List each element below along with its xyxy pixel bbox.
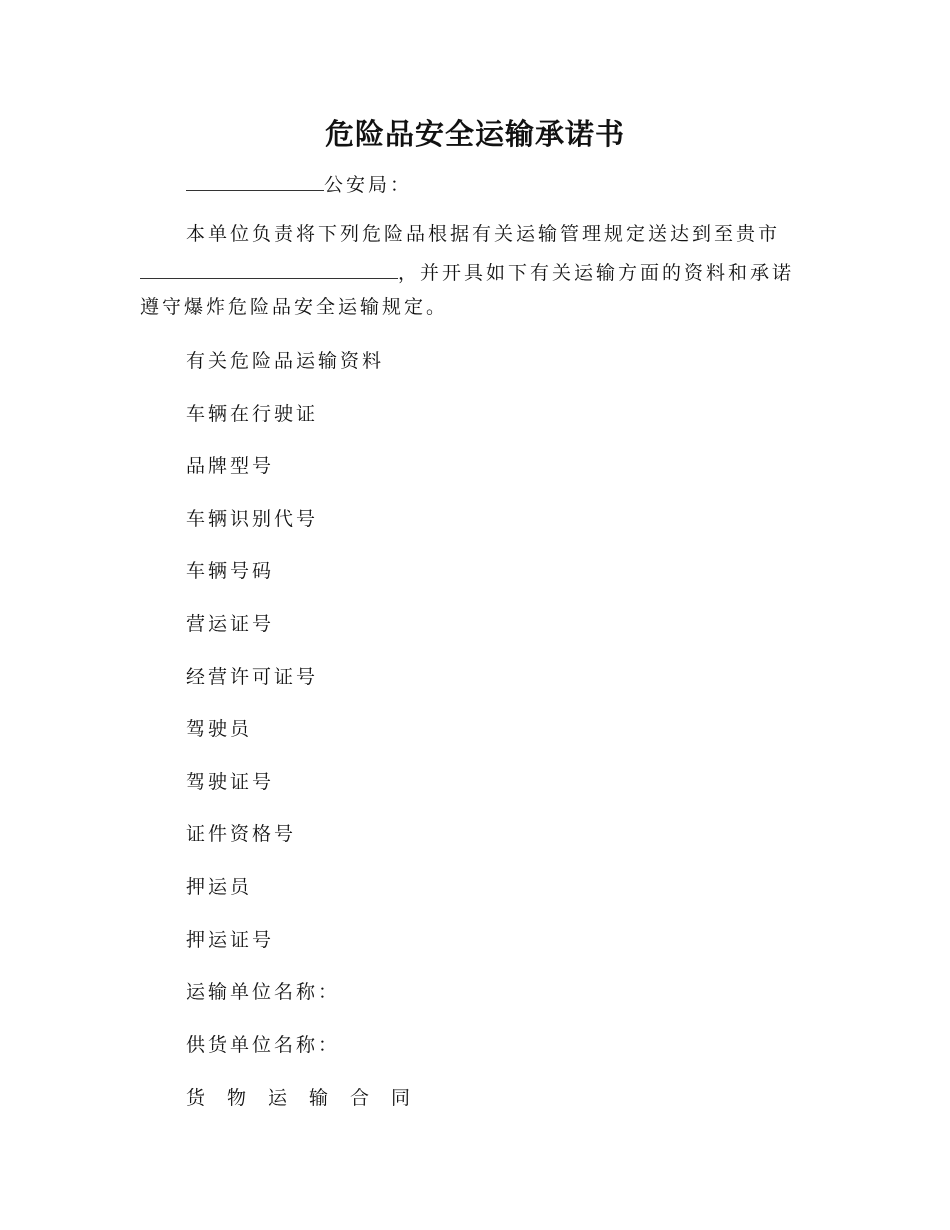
document-title: 危险品安全运输承诺书 (324, 117, 625, 151)
list-item: 供货单位名称： (186, 1034, 341, 1056)
list-item: 车辆识别代号 (186, 508, 319, 530)
list-item: 车辆号码 (186, 560, 275, 582)
destination-blank[interactable] (140, 262, 398, 279)
addressee-blank[interactable] (186, 174, 324, 191)
addressee-suffix: 公安局： (324, 174, 413, 196)
list-item: 营运证号 (186, 613, 275, 635)
intro-line-3: 遵守爆炸危险品安全运输规定。 (140, 296, 449, 318)
list-item: 驾驶员 (186, 718, 253, 740)
contract-heading: 货物运输合同 (186, 1087, 433, 1109)
list-item: 有关危险品运输资料 (186, 350, 385, 372)
intro-line-2 (140, 262, 794, 283)
list-item: 经营许可证号 (186, 666, 319, 688)
list-item: 押运员 (186, 876, 253, 898)
list-item: 证件资格号 (186, 823, 297, 845)
intro-line-1: 本单位负责将下列危险品根据有关运输管理规定送达到至贵市 (186, 223, 781, 245)
list-item: 品牌型号 (186, 455, 275, 477)
intro-line-2-text: ，并开具如下有关运输方面的资料和承诺 (398, 262, 795, 284)
list-item: 运输单位名称： (186, 981, 341, 1003)
addressee-line (186, 174, 412, 195)
list-item: 押运证号 (186, 929, 275, 951)
list-item: 驾驶证号 (186, 771, 275, 793)
list-item: 车辆在行驶证 (186, 403, 319, 425)
